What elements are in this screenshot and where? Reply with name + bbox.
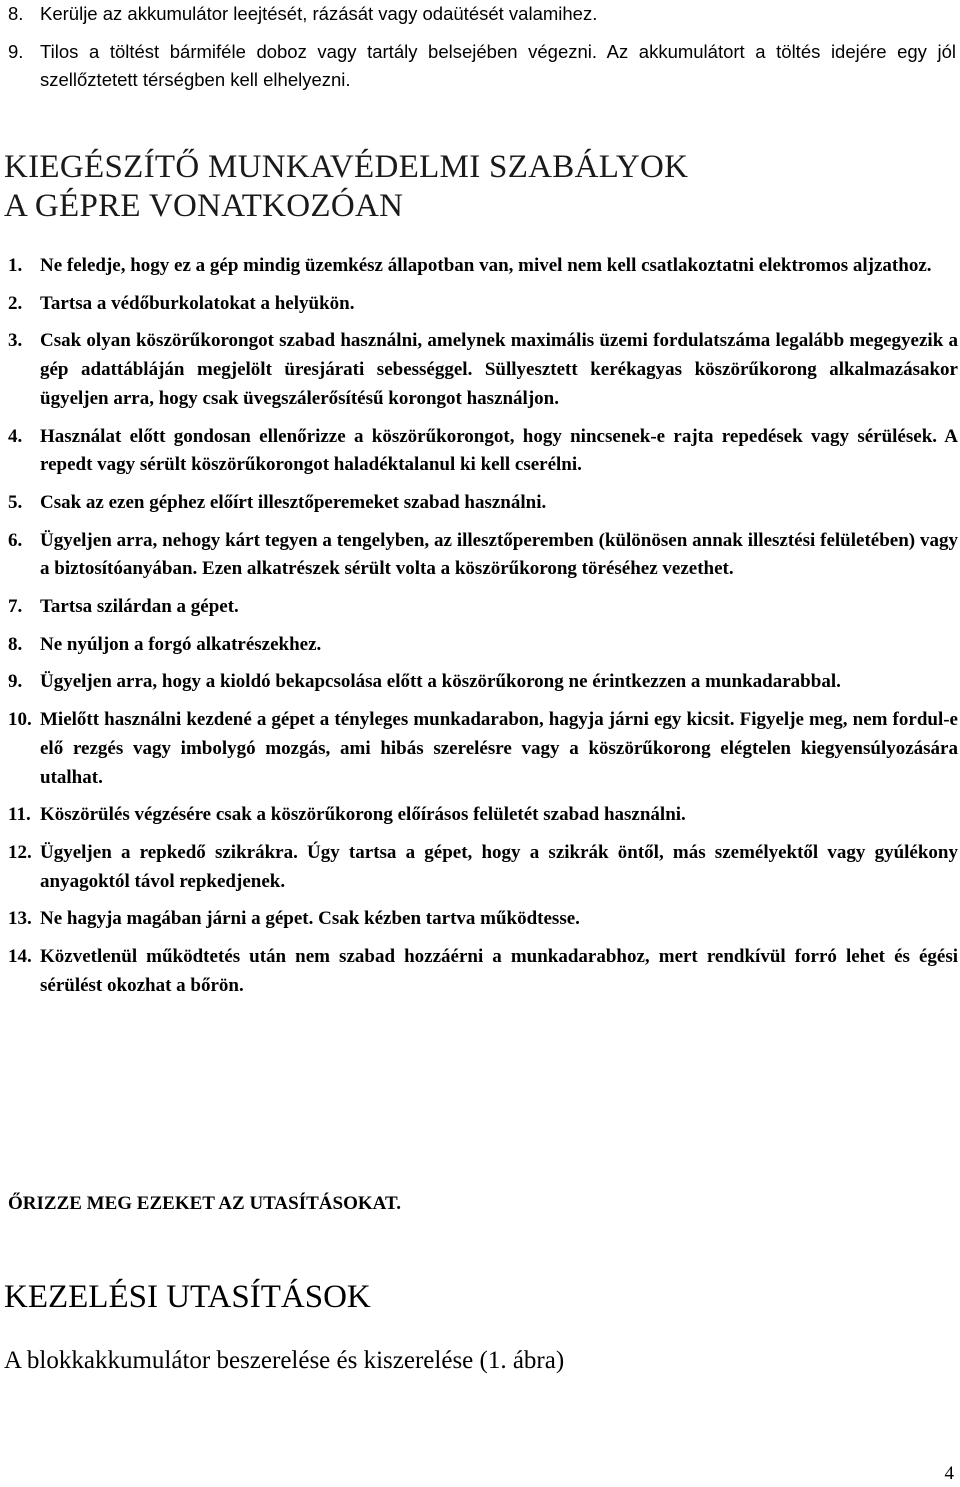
safety-heading-line1: KIEGÉSZÍTŐ MUNKAVÉDELMI SZABÁLYOK (4, 149, 689, 185)
item-number: 11. (8, 804, 31, 826)
item-number: 6. (8, 529, 23, 551)
list-item (8, 423, 958, 480)
item-number: 10. (8, 709, 32, 731)
list-item (8, 706, 958, 792)
item-number: 3. (8, 330, 23, 352)
list-item (8, 0, 956, 28)
list-item (8, 290, 958, 319)
item-text: Csak az ezen géphez előírt illesztőperemeket szabad használni. (40, 491, 547, 513)
safety-heading-line2: A GÉPRE VONATKOZÓAN (4, 188, 404, 224)
list-item (8, 668, 958, 697)
item-number: 7. (8, 596, 23, 618)
item-text: Használat előtt gondosan ellenőrizze a köszörűkorongot, hogy nincsenek-e rajta repedések vagy sérülések. A repedt vagy sérült köszörűkorongot haladéktalanul ki kell cserélni. (40, 425, 958, 476)
list-item (8, 489, 958, 518)
list-item (8, 527, 958, 584)
subsection-title: A blokkakkumulátor beszerelése és kiszerelése (1. ábra) (4, 1347, 565, 1374)
item-number: 8. (8, 3, 24, 24)
list-item (8, 593, 958, 622)
list-item (8, 905, 958, 934)
item-number: 1. (8, 255, 23, 276)
list-item (8, 631, 958, 660)
list-item (8, 327, 958, 413)
item-text: Tartsa a védőburkolatokat a helyükön. (40, 292, 355, 314)
item-text: Ne hagyja magában járni a gépet. Csak kézben tartva működtesse. (40, 908, 580, 930)
item-text: Köszörülés végzésére csak a köszörűkorong előírásos felületét szabad használni. (40, 804, 686, 826)
item-text: Ne nyúljon a forgó alkatrészekhez. (40, 633, 322, 655)
item-number: 13. (8, 908, 32, 930)
item-number: 14. (8, 946, 32, 968)
list-item (8, 943, 958, 1000)
item-text: Tilos a töltést bármiféle doboz vagy tartály belsejében végezni. Az akkumulátort a töltés idejére egy jól szellőztetett térségben kell elhelyezni. (40, 41, 956, 90)
item-text: Ügyeljen arra, hogy a kioldó bekapcsolása előtt a köszörűkorong ne érintkezzen a munkadarabbal. (40, 671, 841, 693)
item-text: Kerülje az akkumulátor leejtését, rázását vagy odaütését valamihez. (40, 3, 598, 24)
item-text: Ügyeljen a repkedő szikrákra. Úgy tartsa a gépet, hogy a szikrák öntől, más személyektől vagy gyúlékony anyagoktól távol repkedjenek. (40, 841, 958, 892)
item-number: 8. (8, 633, 23, 655)
item-number: 5. (8, 491, 23, 513)
page-number: 4 (944, 1463, 954, 1484)
item-number: 9. (8, 41, 24, 62)
item-text: Tartsa szilárdan a gépet. (40, 596, 239, 618)
keep-instructions-note: ŐRIZZE MEG EZEKET AZ UTASÍTÁSOKAT. (8, 1193, 401, 1214)
item-number: 2. (8, 292, 23, 314)
item-text: Mielőtt használni kezdené a gépet a tényleges munkadarabon, hagyja járni egy kicsit. Figyelje meg, nem fordul-e elő rezgés vagy imbolygó mozgás, ami hibás szerelésre vagy a köszörűkorong elégtelen kiegyensúlyozására utalhat. (40, 709, 958, 788)
battery-rules-list (8, 0, 956, 94)
machine-safety-rules-list (8, 252, 958, 1009)
item-text: Csak olyan köszörűkorongot szabad használni, amelynek maximális üzemi fordulatszáma legalább megegyezik a gép adattábláján megjelölt üresjárati sebességgel. Süllyesztett kerékagyas köszörűkorong alkalmazásakor ügyeljen arra, hogy csak üvegszálerősítésű korongot használjon. (40, 330, 958, 409)
item-number: 12. (8, 841, 32, 863)
item-text: Közvetlenül működtetés után nem szabad hozzáérni a munkadarabhoz, mert rendkívül forró lehet és égési sérülést okozhat a bőrön. (40, 946, 958, 996)
list-item (8, 252, 958, 281)
item-number: 4. (8, 425, 23, 447)
list-item (8, 839, 958, 896)
section-title: KEZELÉSI UTASÍTÁSOK (4, 1279, 371, 1315)
item-text: Ügyeljen arra, nehogy kárt tegyen a tengelyben, az illesztőperemben (különösen annak illesztési felületében) vagy a biztosítóanyában. Ezen alkatrészek sérült volta a köszörűkorong töréséhez vezethet. (40, 529, 958, 580)
list-item (8, 801, 958, 830)
item-number: 9. (8, 671, 23, 693)
item-text: Ne feledje, hogy ez a gép mindig üzemkész állapotban van, mivel nem kell csatlakoztatni elektromos aljzathoz. (40, 255, 932, 276)
list-item (8, 38, 956, 94)
